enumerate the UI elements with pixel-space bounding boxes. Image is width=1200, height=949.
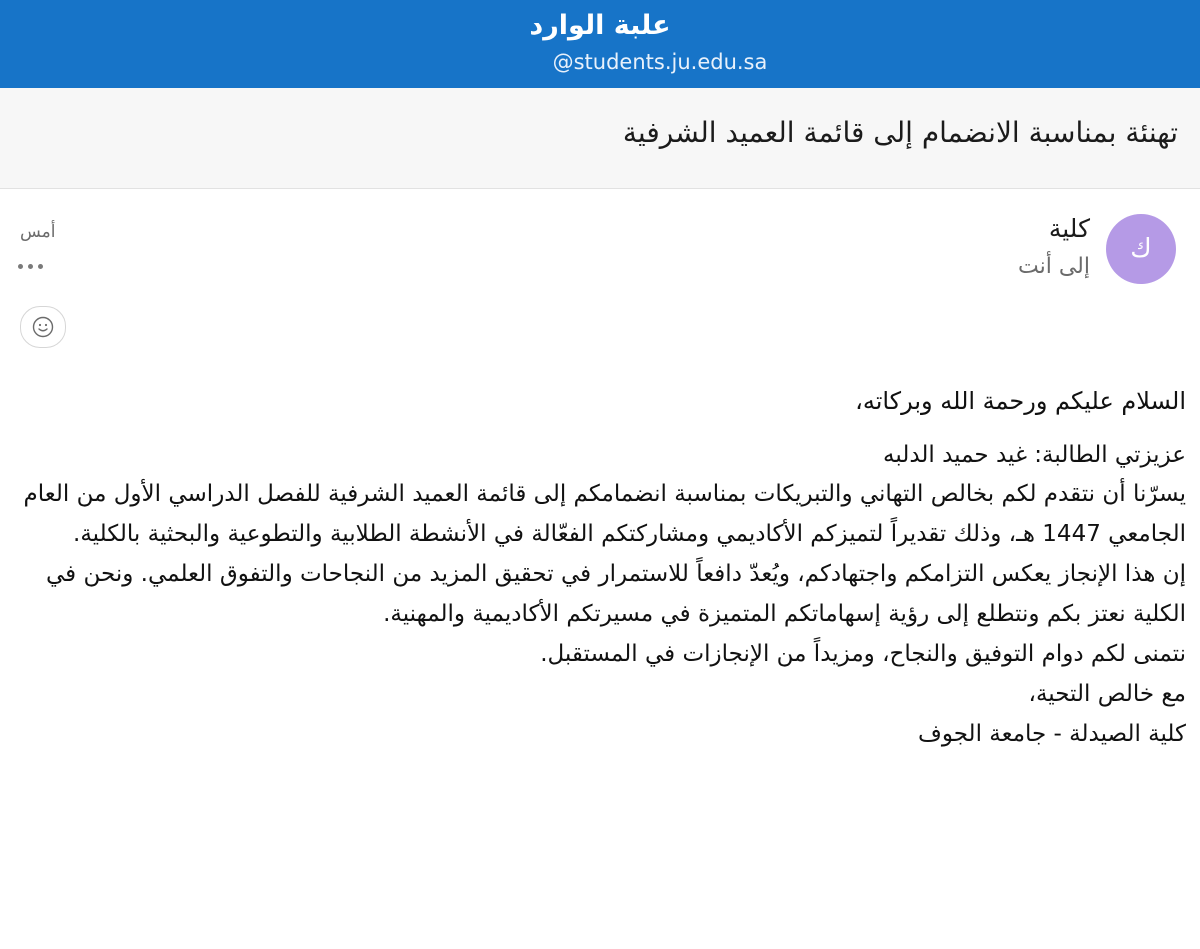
avatar-initial: ك <box>1130 234 1152 264</box>
message-date: أمس <box>20 222 56 242</box>
sender-name[interactable]: كلية <box>1048 214 1090 243</box>
body-salutation: عزيزتي الطالبة: غيد حميد الدلبه <box>883 442 1186 468</box>
more-options-button[interactable] <box>18 252 54 280</box>
sender-avatar[interactable] <box>1106 214 1176 284</box>
account-email: @students.ju.edu.sa <box>552 50 768 74</box>
body-signature: كلية الصيدلة - جامعة الجوف <box>917 721 1186 747</box>
more-dots-icon <box>18 264 23 269</box>
body-greeting: السلام عليكم ورحمة الله وبركاته، <box>855 387 1186 415</box>
message-subject: تهنئة بمناسبة الانضمام إلى قائمة العميد الشرفية <box>622 116 1178 149</box>
body-paragraph-2: إن هذا الإنجاز يعكس التزامكم واجتهادكم، ويُعدّ دافعاً للاستمرار في تحقيق المزيد من النجاحات والتفوق العلمي. ونحن في الكلية نعتز بكم ونتطلع إلى رؤية إسهاماتكم المتميزة في مسيرتكم الأكاديمية والمهنية. <box>46 561 1186 627</box>
more-dots-icon <box>38 264 43 269</box>
top-header <box>0 0 1200 88</box>
recipient-line[interactable]: إلى أنت <box>1018 254 1090 279</box>
body-closing: مع خالص التحية، <box>1028 681 1186 707</box>
body-paragraph-3: نتمنى لكم دوام التوفيق والنجاح، ومزيداً من الإنجازات في المستقبل. <box>540 641 1186 667</box>
message-body <box>16 382 1186 754</box>
smiley-icon <box>32 316 54 338</box>
reaction-button[interactable] <box>20 306 66 348</box>
subject-bar <box>0 88 1200 189</box>
body-paragraph-1: يسرّنا أن نتقدم لكم بخالص التهاني والتبريكات بمناسبة انضمامكم إلى قائمة العميد الشرفية للفصل الدراسي الأول من العام الجامعي 1447 هـ، وذلك تقديراً لتميزكم الأكاديمي ومشاركتكم الفعّالة في الأنشطة الطلابية والتطوعية والبحثية بالكلية. <box>23 481 1186 547</box>
folder-title: علبة الوارد <box>529 10 671 41</box>
more-dots-icon <box>28 264 33 269</box>
